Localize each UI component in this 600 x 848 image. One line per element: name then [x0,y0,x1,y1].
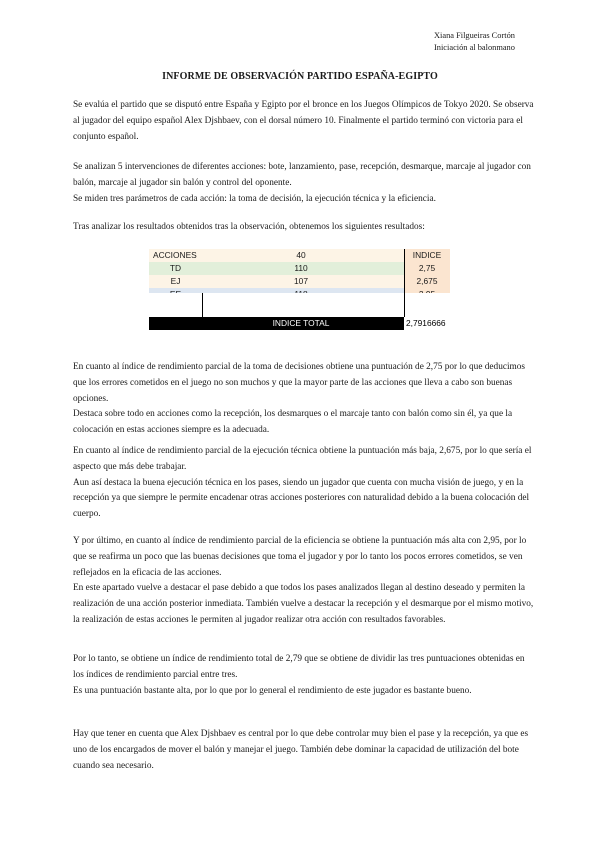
efficiency-paragraph [73,534,535,629]
row-label: TD [169,263,182,273]
efficiency-text: Y por último, en cuanto al índice de rendimiento parcial de la eficiencia se obtiene la puntuación más alta con 2,95, por lo que se reafirma un poco que las buenas decisiones que toma el jugador y por lo tanto los pocos errores cometidos, se ven reflejados en la eficacia de las acciones. [73,536,527,578]
results-intro-paragraph [73,220,535,236]
results-table [149,249,450,330]
row-label: EJ [170,276,181,286]
total-paragraph [73,652,535,699]
intro-text: Se evalúa el partido que se disputó entre España y Egipto por el bronce en los Juegos Olímpicos de Tokyo 2020. Se observa al jugador del equipo español Alex Djshbaev, con el dorsal número 10. Finalmente el partido terminó con victoria para el conjunto español. [73,100,534,142]
row-value: 110 [294,263,308,273]
efficiency-detail-text: En este apartado vuelve a destacar el pase debido a que todos los pases analizados llegan al destino deseado y permiten la realización de una acción posterior inmediata. También vuelve a destacar la recepción y el desmarque por el mismo motivo, la realización de estas acciones le permiten al jugador realizar otra acción con resultados favorables. [73,583,534,625]
decision-paragraph [73,360,535,439]
row-index: 2,675 [404,275,450,288]
row-index: 2,75 [404,262,450,275]
report-title: INFORME DE OBSERVACIÓN PARTIDO ESPAÑA-EGIPTO [162,71,438,82]
final-paragraph [73,727,535,774]
decision-text: En cuanto al índice de rendimiento parcial de la toma de decisiones obtiene una puntuación de 2,75 por lo que deducimos que los errores cometidos en el juego no son muchos y que la mayor parte de las acciones que lleva a cabo son buenas opciones. [73,362,526,404]
author-name: Xiana Filgueiras Cortón [434,31,515,40]
total-text: Por lo tanto, se obtiene un índice de rendimiento total de 2,79 que se obtiene de dividir las tres puntuaciones obtenidas en los índices de rendimiento parcial entre tres. [73,654,525,680]
document-header [434,30,515,53]
header-indice: INDICE [404,249,450,262]
row-value: 107 [294,276,308,286]
execution-detail-text: Aun así destaca la buena ejecución técnica en los pases, siendo un jugador que cuenta con mucha visión de juego, y en la recepción ya que siempre le permite encadenar otras acciones posteriores con naturalidad debido a la buena colocación del cuerpo. [73,477,530,520]
final-text: Hay que tener en cuenta que Alex Djshbaev es central por lo que debe controlar muy bien el pase y la recepción, ya que es uno de los encargados de mover el balón y manejar el juego. También debe dominar la capacidad de utilización del bote cuando sea necesario. [73,729,529,771]
cell-divider [202,293,203,317]
decision-detail-text: Destaca sobre todo en acciones como la recepción, los desmarques o el marcaje tanto con balón como sin él, ya que la colocación en estas acciones siempre es la adecuada. [73,409,513,436]
execution-text: En cuanto al índice de rendimiento parcial de la ejecución técnica obtiene la puntuación más baja, 2,675, por lo que sería el aspecto que más debe trabajar. [73,446,532,472]
actions-paragraph [73,160,535,207]
total-row [149,317,450,330]
total-detail-text: Es una puntuación bastante alta, por lo que por lo general el rendimiento de este jugador es bastante bueno. [73,685,472,696]
parameters-text: Se miden tres parámetros de cada acción: la toma de decisión, la ejecución técnica y la eficiencia. [73,193,436,204]
intro-paragraph [73,98,535,145]
header-count: 40 [296,250,306,260]
results-intro-text: Tras analizar los resultados obtenidos tras la observación, obtenemos los siguientes resultados: [73,222,425,232]
course-name: Iniciación al balonmano [434,42,515,52]
actions-text: Se analizan 5 intervenciones de diferentes acciones: bote, lanzamiento, pase, recepción, desmarque, marcaje al jugador con balón, marcaje al jugador sin balón y control del oponente. [73,162,531,188]
execution-paragraph [73,444,535,523]
header-acciones: ACCIONES [153,250,197,260]
total-value: 2,7916666 [404,317,450,330]
total-label: INDICE TOTAL [272,318,330,328]
